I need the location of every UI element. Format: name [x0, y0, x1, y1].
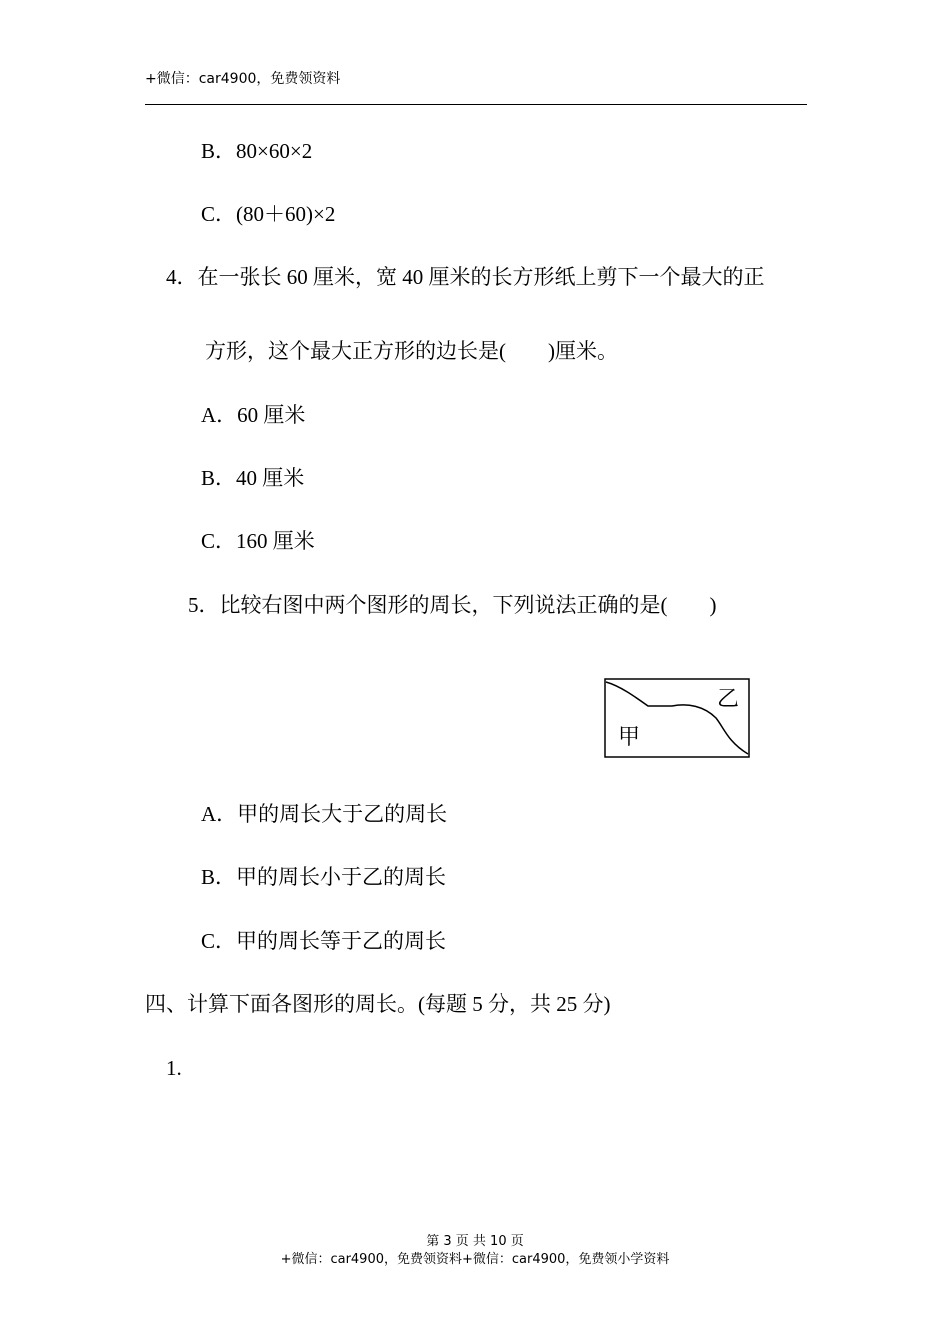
q4-stem-line-2: 方形，这个最大正方形的边长是( )厘米。 — [205, 339, 618, 363]
q5-figure-drawing — [604, 678, 750, 758]
q4-option-a: A．60 厘米 — [201, 403, 306, 427]
q3-option-c: C．(80＋60)×2 — [201, 202, 336, 226]
q5-option-a: A．甲的周长大于乙的周长 — [201, 802, 448, 826]
q5-stem: 5．比较右图中两个图形的周长，下列说法正确的是( ) — [188, 593, 717, 617]
section-4-question-1: 1. — [166, 1056, 182, 1080]
label-jia: 甲 — [618, 725, 641, 750]
footer-watermark: +微信：car4900，免费领资料+微信：car4900，免费领小学资料 — [280, 1252, 670, 1267]
q5-option-c: C．甲的周长等于乙的周长 — [201, 929, 447, 953]
header-divider — [145, 104, 807, 105]
q3-option-b: B．80×60×2 — [201, 139, 313, 163]
header-watermark: +微信：car4900，免费领资料 — [145, 71, 341, 87]
q4-option-c: C．160 厘米 — [201, 529, 315, 553]
q5-figure — [604, 678, 750, 758]
q5-option-b: B．甲的周长小于乙的周长 — [201, 865, 447, 889]
q4-stem-line-1: 4．在一张长 60 厘米，宽 40 厘米的长方形纸上剪下一个最大的正 — [166, 265, 765, 289]
page-number: 第 3 页 共 10 页 — [426, 1234, 524, 1249]
section-4-title: 四、计算下面各图形的周长。(每题 5 分，共 25 分) — [145, 992, 611, 1016]
label-yi: 乙 — [717, 687, 740, 712]
q4-option-b: B．40 厘米 — [201, 466, 305, 490]
